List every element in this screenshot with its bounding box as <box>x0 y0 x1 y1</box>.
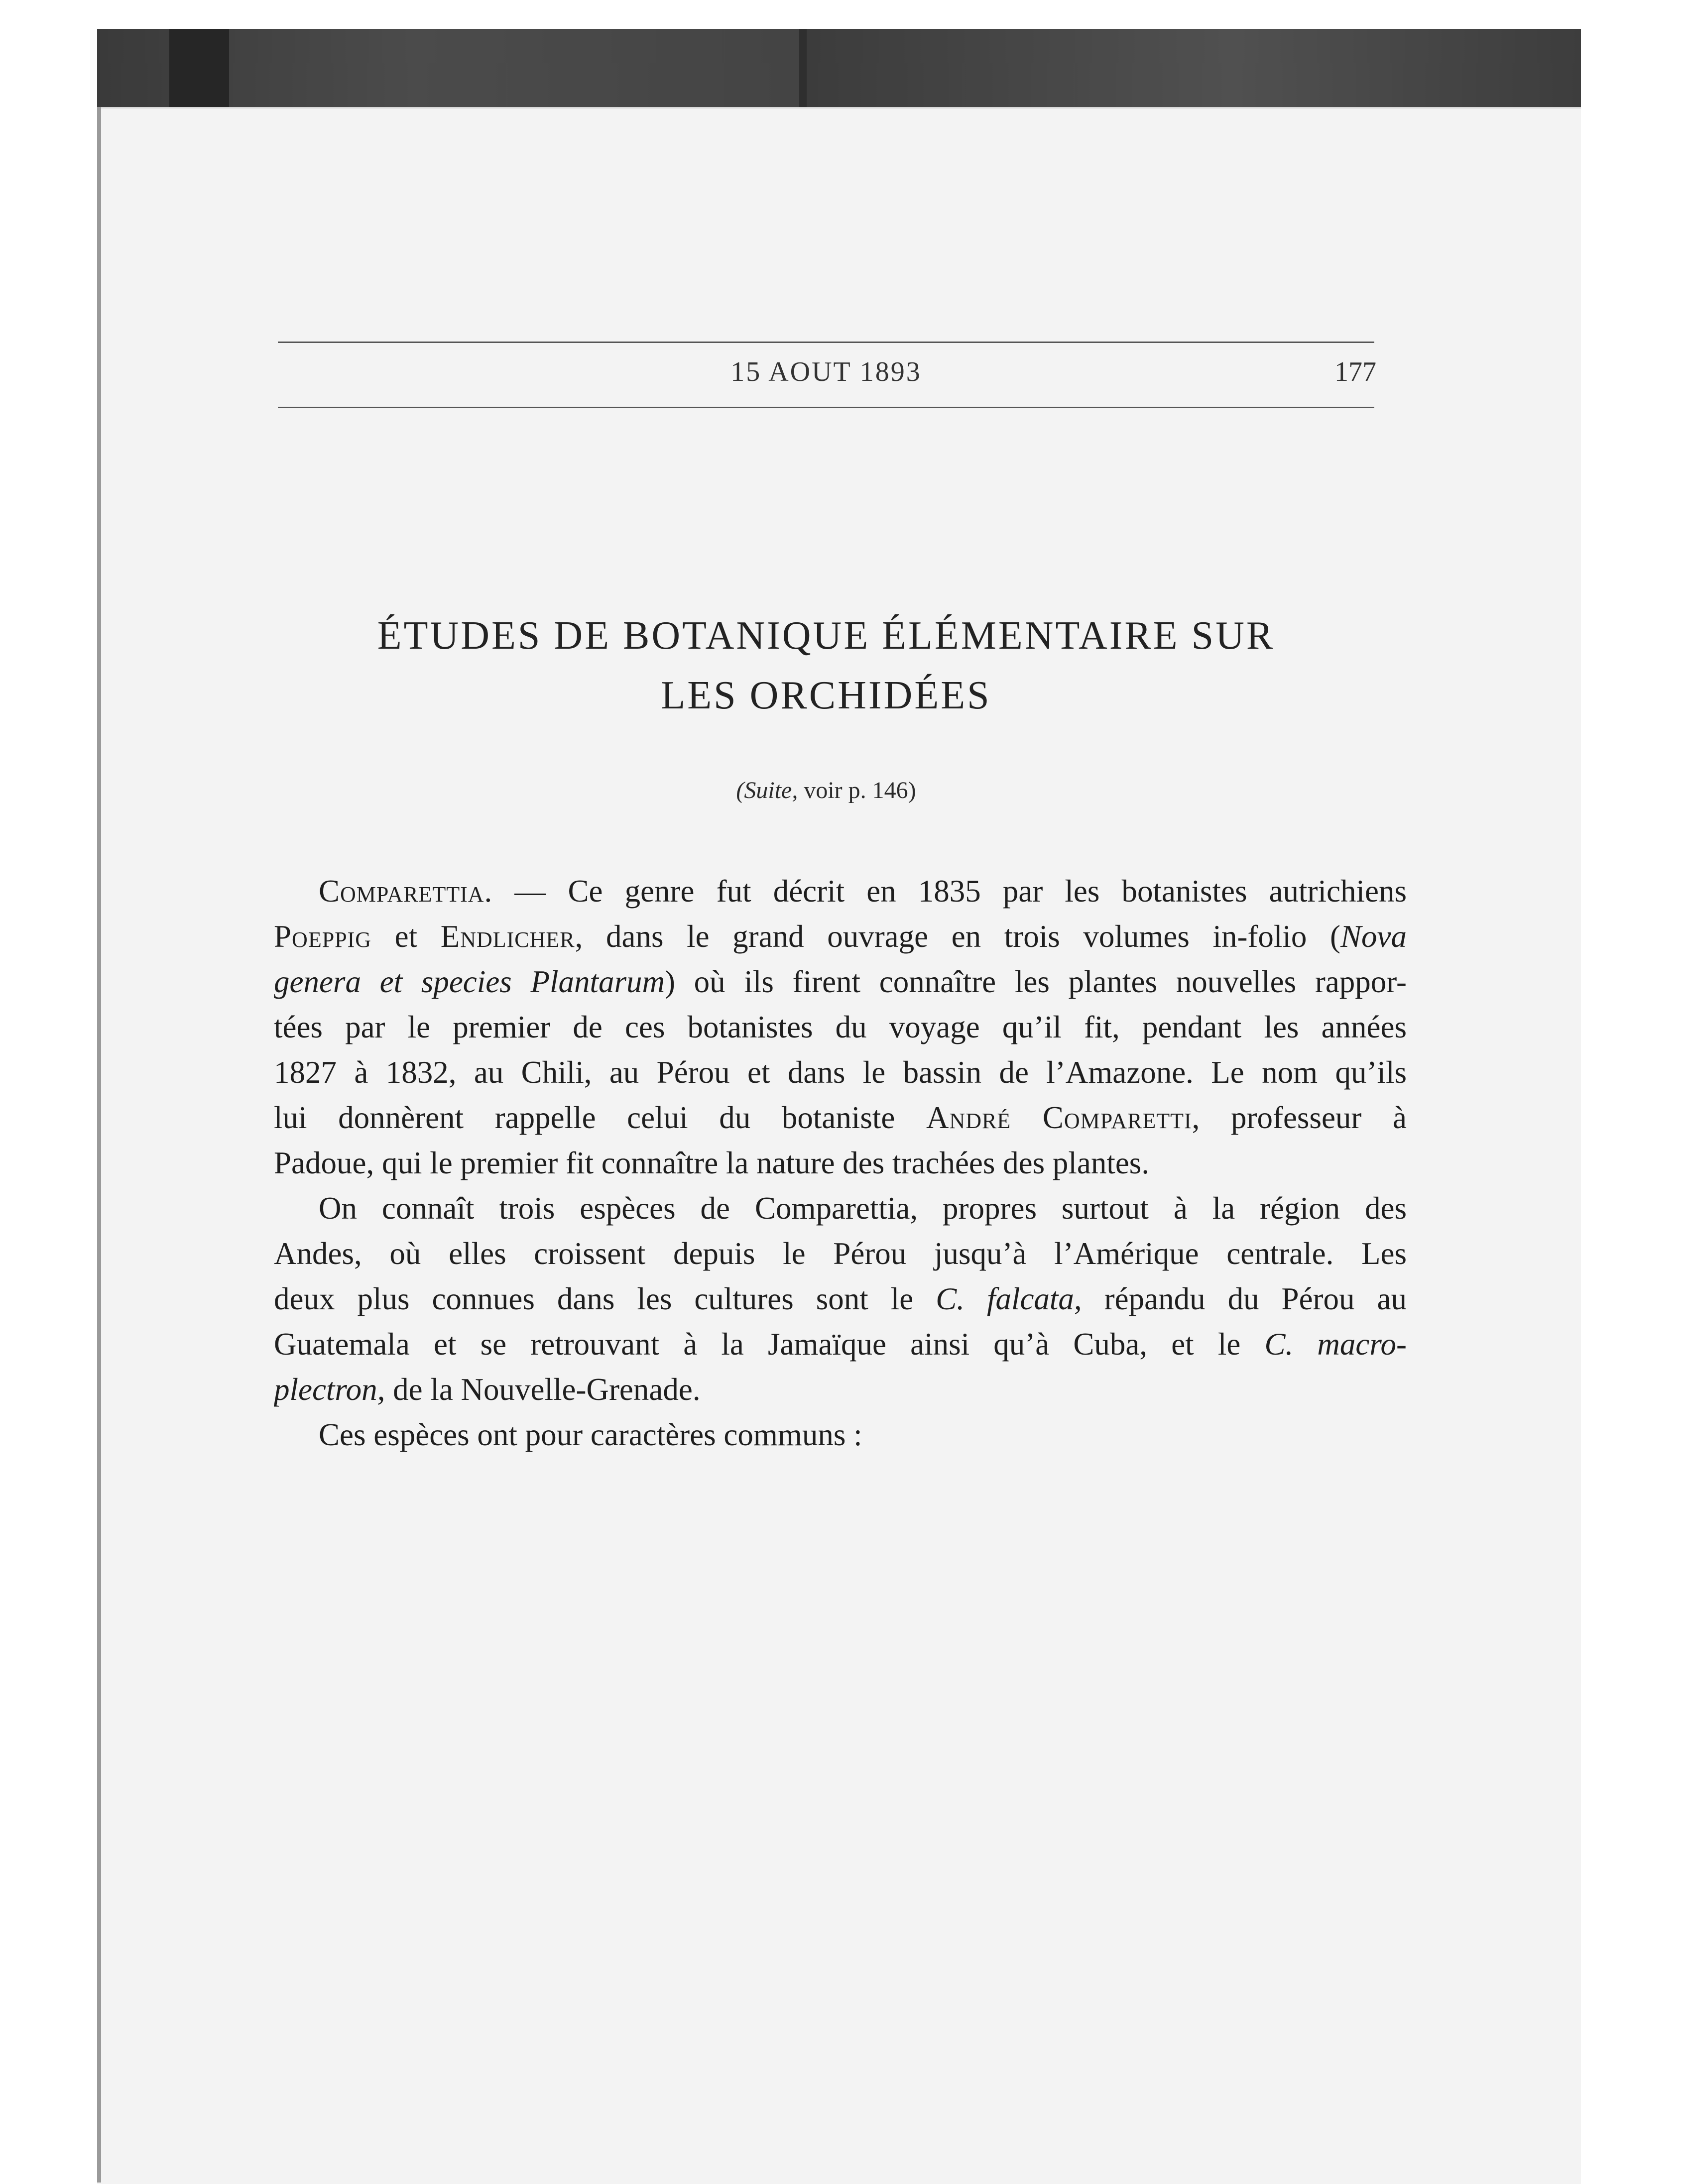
text-span: Guatemala et se retrouvant à la Jamaïque ainsi qu’à Cuba, et le <box>274 1327 1265 1362</box>
page-number: 177 <box>1334 356 1376 387</box>
quote-line <box>319 1639 1407 1684</box>
continuation-ref: voir p. 146) <box>804 777 916 804</box>
text-line: On connaît trois espèces de Comparettia, propres surtout à la région des <box>319 1191 1407 1226</box>
quote-line <box>319 1548 1407 1594</box>
header-date: 15 AOUT 1893 <box>730 356 922 387</box>
text-span: , dans le grand ouvrage en trois volumes in-folio ( <box>575 919 1341 954</box>
quote-line <box>319 1729 1407 1775</box>
quote-line <box>319 1684 1407 1729</box>
genus-name: Comparettia. <box>319 874 493 909</box>
text-span: ) où ils firent connaître les plantes nouvelles rappor- <box>664 964 1407 999</box>
text-line: Padoue, qui le premier fit connaître la nature des trachées des plantes. <box>274 1146 1150 1180</box>
text-span: — Ce genre fut décrit en 1835 par les botanistes autrichiens <box>492 874 1407 909</box>
text-span: , professeur à <box>1192 1100 1407 1135</box>
article-title-line-2: LES ORCHIDÉES <box>661 674 991 717</box>
continuation-note <box>278 777 1374 804</box>
quote-line <box>319 1820 1407 1865</box>
species-name: plectron, <box>274 1372 385 1407</box>
quote-line <box>319 1956 1407 2001</box>
text-line <box>274 1276 1407 1322</box>
text-line <box>319 869 1407 914</box>
text-line <box>274 959 1407 1005</box>
text-line: 1827 à 1832, au Chili, au Pérou et dans le bassin de l’Amazone. Le nom qu’ils <box>274 1055 1407 1090</box>
page-edge <box>97 107 101 2183</box>
text-span: de la Nouvelle-Grenade. <box>385 1372 701 1407</box>
author-name: Endlicher <box>440 919 575 954</box>
species-name: C. macro- <box>1264 1327 1407 1362</box>
text-line: tées par le premier de ces botanistes du voyage qu’il fit, pendant les années <box>274 1010 1407 1044</box>
text-span: lui donnèrent rappelle celui du botaniste <box>274 1100 926 1135</box>
text-span: répandu du Pérou au <box>1082 1281 1407 1316</box>
quote-line <box>319 1865 1407 1911</box>
person-name: André Comparetti <box>926 1100 1192 1135</box>
quote-line <box>319 1458 1407 1503</box>
text-line: Ces espèces ont pour caractères communs : <box>319 1417 862 1452</box>
quote-line <box>319 1594 1407 1639</box>
book-title: Nova <box>1340 919 1407 954</box>
quote-line <box>319 2001 1407 2047</box>
text-line <box>274 1322 1407 1367</box>
article-title-line-1: ÉTUDES DE BOTANIQUE ÉLÉMENTAIRE SUR <box>377 614 1275 658</box>
article-body <box>274 869 1407 2047</box>
book-title: genera et species Plantarum <box>274 964 665 999</box>
continuation-suite: (Suite, <box>736 777 798 804</box>
text-line <box>274 1095 1407 1141</box>
quote-line <box>319 1775 1407 1820</box>
text-span: deux plus connues dans les cultures sont le <box>274 1281 936 1316</box>
quote-line <box>319 1503 1407 1548</box>
quote-line <box>319 1911 1407 1956</box>
species-name: C. falcata, <box>936 1281 1082 1316</box>
running-header <box>278 342 1374 408</box>
text-line <box>274 1367 1407 1412</box>
author-name: Poeppig <box>274 919 372 954</box>
text-line <box>274 914 1407 959</box>
text-span: et <box>371 919 441 954</box>
text-line: Andes, où elles croissent depuis le Pérou jusqu’à l’Amérique centrale. Les <box>274 1236 1407 1271</box>
